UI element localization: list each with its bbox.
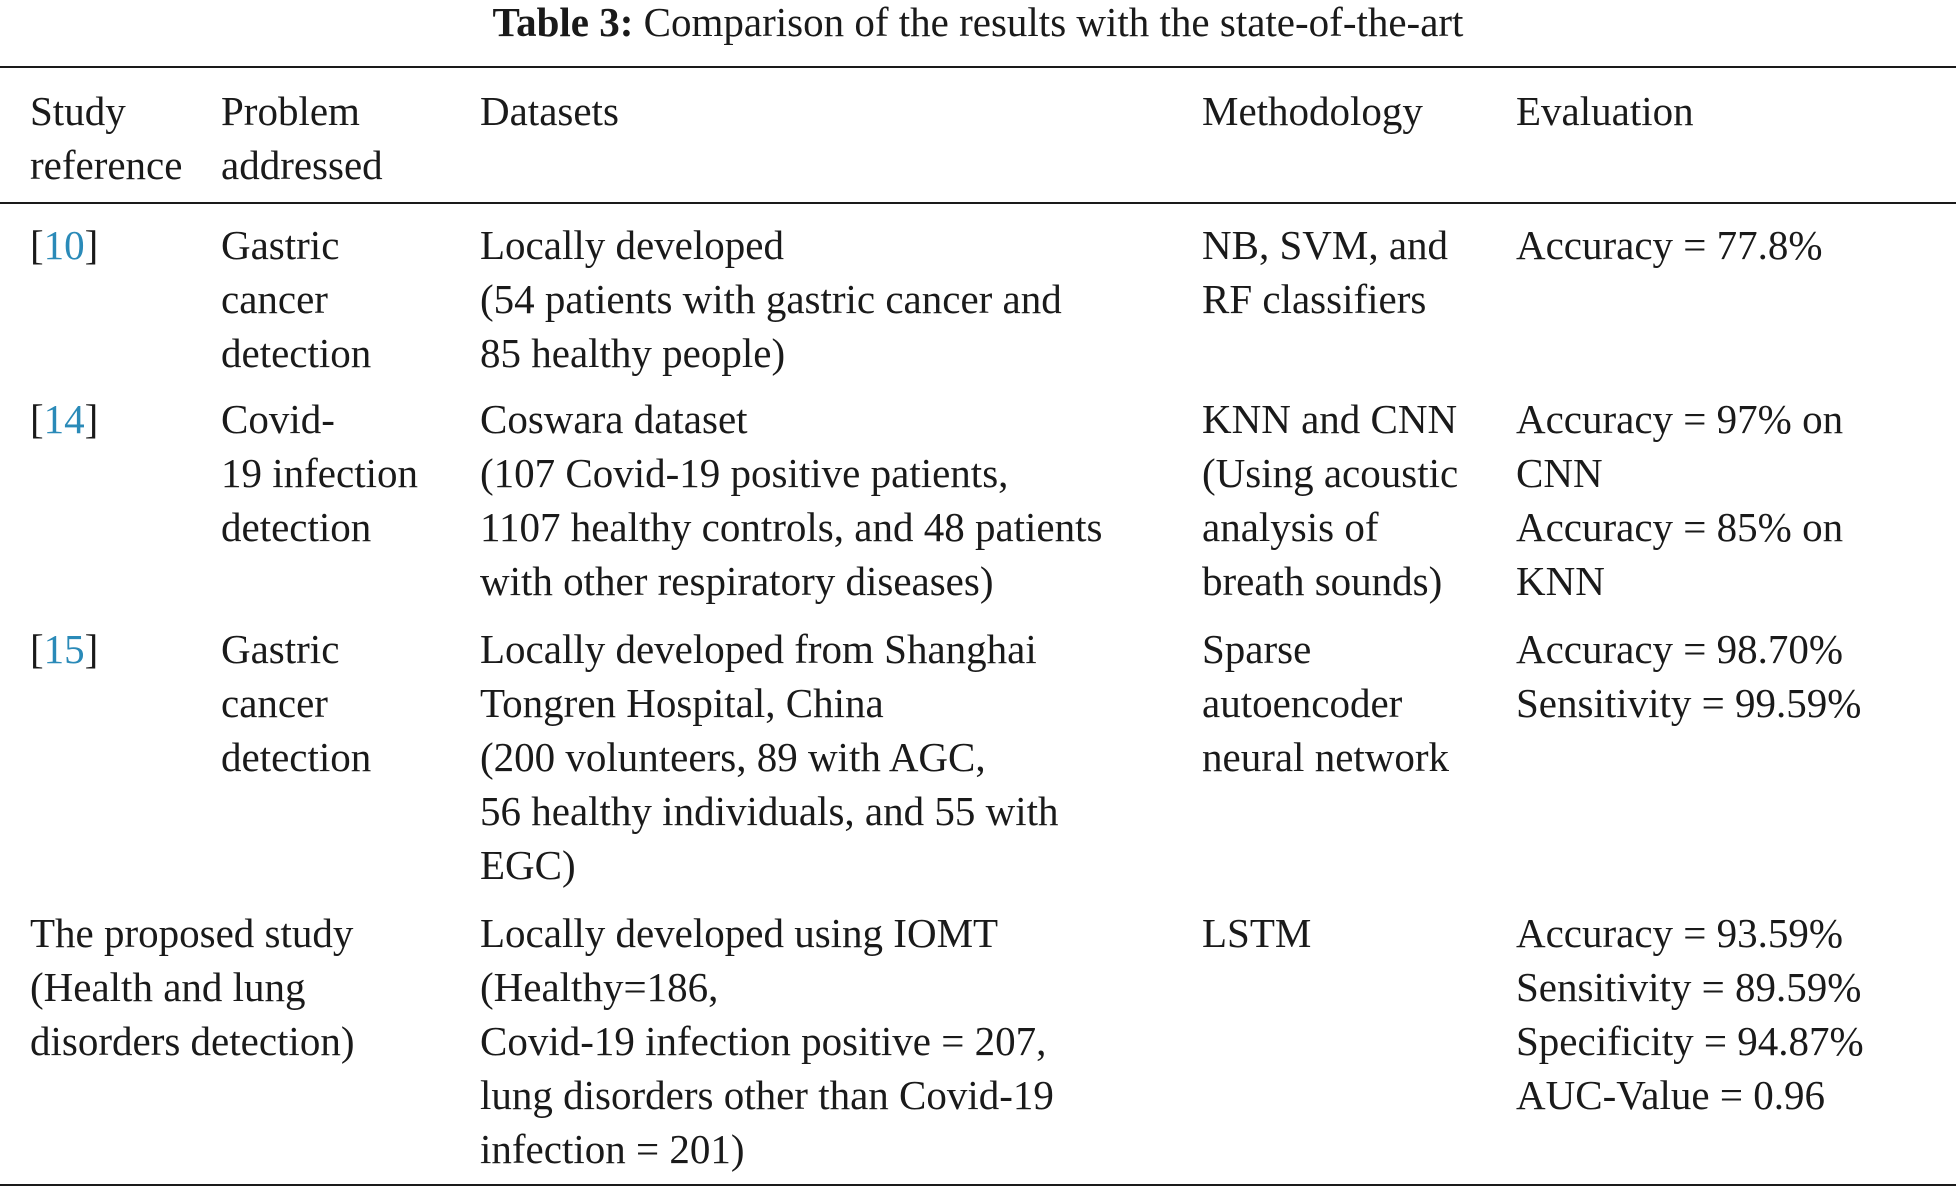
cell-line: (107 Covid-19 positive patients, <box>480 450 1009 496</box>
cell-line: Accuracy = 77.8% <box>1516 222 1823 268</box>
cell-line: RF classifiers <box>1202 276 1427 322</box>
cell-line: lung disorders other than Covid-19 <box>480 1072 1054 1118</box>
row2-problem <box>221 392 418 554</box>
cell-line: (Healthy=186, <box>480 964 719 1010</box>
row1-problem <box>221 218 371 380</box>
cell-line: KNN <box>1516 558 1605 604</box>
cell-line: detection <box>221 504 372 550</box>
cell-line: neural network <box>1202 734 1450 780</box>
cell-line: EGC) <box>480 842 576 888</box>
cell-line: 1107 healthy controls, and 48 patients <box>480 504 1103 550</box>
row3-problem <box>221 622 371 784</box>
row2-methodology <box>1202 392 1458 608</box>
cell-line: Locally developed using IOMT <box>480 910 999 956</box>
cell-line: infection = 201) <box>480 1126 745 1172</box>
citation-link-15[interactable]: 15 <box>43 626 85 672</box>
cell-line: (200 volunteers, 89 with AGC, <box>480 734 986 780</box>
cell-line: (54 patients with gastric cancer and <box>480 276 1062 322</box>
cell-line: 19 infection <box>221 450 418 496</box>
cell-line: breath sounds) <box>1202 558 1443 604</box>
cell-line: CNN <box>1516 450 1603 496</box>
cell-line: detection <box>221 734 372 780</box>
table-row-ref-10: [10] <box>30 222 99 268</box>
cell-line: disorders detection) <box>30 1018 355 1064</box>
cell-line: Gastric <box>221 626 340 672</box>
header-line: Methodology <box>1202 88 1423 134</box>
cell-line: 56 healthy individuals, and 55 with <box>480 788 1059 834</box>
cell-line: AUC-Value = 0.96 <box>1516 1072 1825 1118</box>
citation-link-10[interactable]: 10 <box>43 222 85 268</box>
row1-evaluation <box>1516 218 1823 272</box>
caption-text: Comparison of the results with the state-of-the-art <box>643 0 1464 45</box>
cell-line: Sensitivity = 99.59% <box>1516 680 1862 726</box>
cell-line: LSTM <box>1202 910 1312 956</box>
cell-line: Sensitivity = 89.59% <box>1516 964 1862 1010</box>
header-line: reference <box>30 142 183 188</box>
row3-datasets <box>480 622 1058 892</box>
header-line: addressed <box>221 142 383 188</box>
cell-line: The proposed study <box>30 910 354 956</box>
row1-datasets <box>480 218 1062 380</box>
citation-link-14[interactable]: 14 <box>43 396 85 442</box>
table-row-ref-14: [14] <box>30 396 99 442</box>
cell-line: (Health and lung <box>30 964 306 1010</box>
cell-line: analysis of <box>1202 504 1379 550</box>
cell-line: Accuracy = 98.70% <box>1516 626 1844 672</box>
cell-line: cancer <box>221 276 328 322</box>
cell-line: Covid-19 infection positive = 207, <box>480 1018 1047 1064</box>
header-problem-addressed <box>221 84 383 192</box>
row3-evaluation <box>1516 622 1861 730</box>
row1-methodology <box>1202 218 1448 326</box>
row3-methodology <box>1202 622 1449 784</box>
cell-line: Locally developed from Shanghai <box>480 626 1037 672</box>
cell-line: with other respiratory diseases) <box>480 558 994 604</box>
bottom-rule <box>0 1184 1956 1186</box>
top-rule <box>0 66 1956 68</box>
header-line: Study <box>30 88 126 134</box>
row4-datasets <box>480 906 1054 1176</box>
cell-line: Locally developed <box>480 222 784 268</box>
header-line: Evaluation <box>1516 88 1694 134</box>
table-caption <box>0 0 1956 44</box>
cell-line: Covid- <box>221 396 335 442</box>
header-study-reference <box>30 84 182 192</box>
table-row-ref-15: [15] <box>30 626 99 672</box>
cell-line: cancer <box>221 680 328 726</box>
header-line: Problem <box>221 88 360 134</box>
row4-methodology <box>1202 906 1311 960</box>
cell-line: autoencoder <box>1202 680 1403 726</box>
row2-datasets <box>480 392 1102 608</box>
cell-line: Sparse <box>1202 626 1312 672</box>
cell-line: Specificity = 94.87% <box>1516 1018 1864 1064</box>
row2-evaluation <box>1516 392 1843 608</box>
header-rule <box>0 202 1956 204</box>
cell-line: Accuracy = 93.59% <box>1516 910 1844 956</box>
row4-study <box>30 906 354 1068</box>
cell-line: NB, SVM, and <box>1202 222 1449 268</box>
row4-evaluation <box>1516 906 1864 1122</box>
header-methodology <box>1202 84 1423 138</box>
cell-line: Accuracy = 97% on <box>1516 396 1844 442</box>
cell-line: Gastric <box>221 222 340 268</box>
cell-line: 85 healthy people) <box>480 330 786 376</box>
caption-label: Table 3: <box>492 0 634 45</box>
header-line: Datasets <box>480 88 619 134</box>
cell-line: Coswara dataset <box>480 396 748 442</box>
cell-line: Accuracy = 85% on <box>1516 504 1844 550</box>
cell-line: Tongren Hospital, China <box>480 680 884 726</box>
header-evaluation <box>1516 84 1694 138</box>
cell-line: detection <box>221 330 372 376</box>
cell-line: (Using acoustic <box>1202 450 1459 496</box>
header-datasets <box>480 84 619 138</box>
cell-line: KNN and CNN <box>1202 396 1458 442</box>
